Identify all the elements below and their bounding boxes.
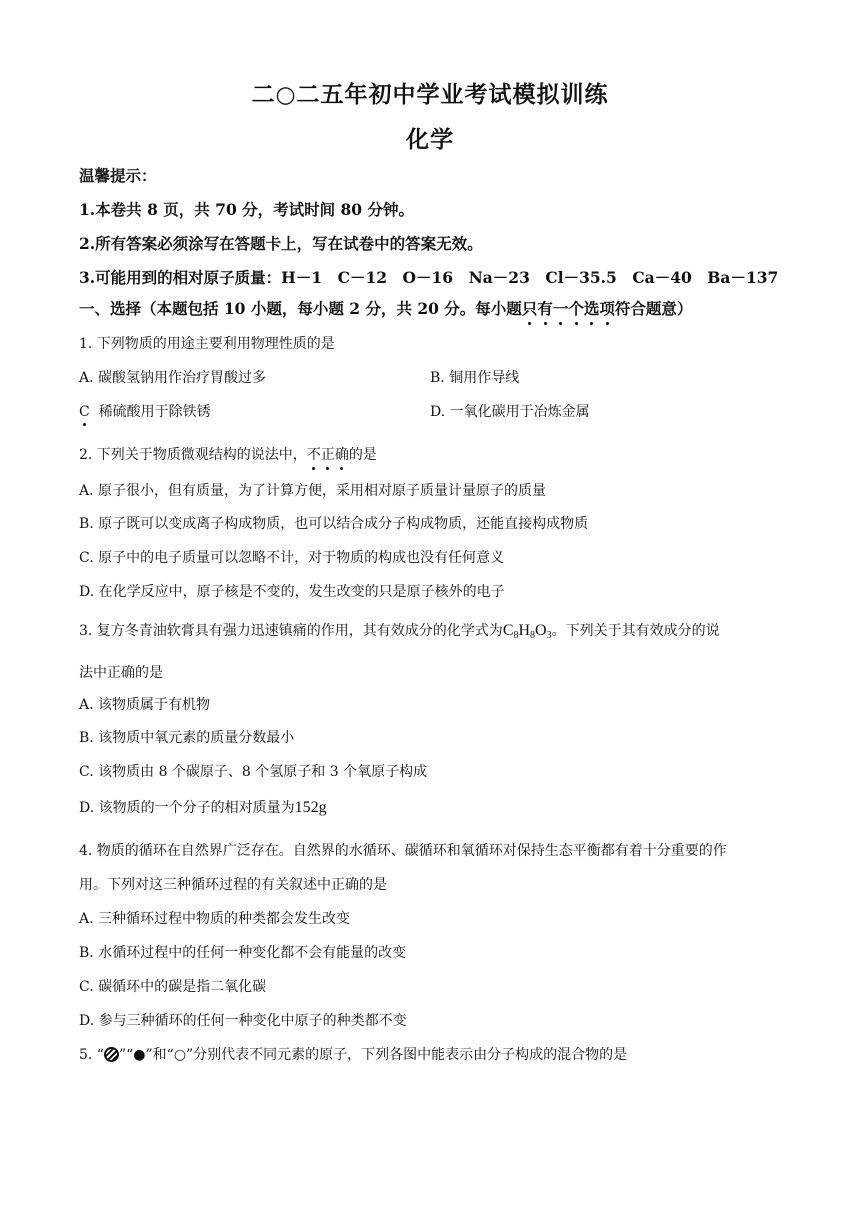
q4-stem-line1: 4. 物质的循环在自然界广泛存在。自然界的水循环、碳循环和氧循环对保持生态平衡都有着十分重要的作 <box>79 843 727 859</box>
q3-option-b: B. 该物质中氧元素的质量分数最小 <box>79 730 295 746</box>
q3-stem-line2: 法中正确的是 <box>79 665 163 681</box>
subject-title: 化学 <box>406 126 454 153</box>
q1-option-c: C 稀硫酸用于除铁锈 <box>79 404 211 420</box>
q1-option-b: B. 铜用作导线 <box>430 370 520 386</box>
notice-item-3: 3.可能用到的相对原子质量：H－1 C－12 O－16 Na－23 Cl－35.5 Ca－40 Ba－137 <box>79 268 779 287</box>
q3-option-a: A. 该物质属于有机物 <box>79 697 211 713</box>
q1-option-a: A. 碳酸氢钠用作治疗胃酸过多 <box>79 370 267 386</box>
q3-formula: $C_8H_8O_3$ <box>502 622 552 641</box>
section-heading: 一、选择（本题包括 10 小题，每小题 2 分，共 20 分。每小题只有一个选项符合题意） <box>79 299 693 318</box>
q4-option-c: C. 碳循环中的碳是指二氧化碳 <box>79 979 267 995</box>
notice-item-1: 1.本卷共 8 页，共 70 分，考试时间 80 分钟。 <box>79 200 414 219</box>
q5-stem: 5. “ ”“●”和“○”分别代表不同元素的原子，下列各图中能表示由分子构成的混合物的是 <box>79 1047 628 1063</box>
q4-option-a: A. 三种循环过程中物质的种类都会发生改变 <box>79 911 351 927</box>
q2-stem: 2. 下列关于物质微观结构的说法中，不正确的是 <box>79 444 377 464</box>
q3-stem: 3. 复方冬青油软膏具有强力迅速镇痛的作用，其有效成分的化学式为$C_8H_8O_3$。下列关于其有效成分的说 <box>79 622 720 641</box>
hatched-circle-icon <box>104 1047 119 1062</box>
q1-stem: 1. 下列物质的用途主要利用物理性质的是 <box>79 336 335 352</box>
notice-heading: 温馨提示： <box>79 166 157 185</box>
q1-option-d: D. 一氧化碳用于冶炼金属 <box>430 404 590 420</box>
q2-option-d: D. 在化学反应中，原子核是不变的，发生改变的只是原子核外的电子 <box>79 584 505 600</box>
q3-option-c: C. 该物质由 8 个碳原子、8 个氢原子和 3 个氧原子构成 <box>79 764 428 780</box>
q3-option-d: D. 该物质的一个分子的相对质量为152g <box>79 799 327 816</box>
q4-option-b: B. 水循环过程中的任何一种变化都不会有能量的改变 <box>79 945 407 961</box>
notice-item-2: 2.所有答案必须涂写在答题卡上，写在试卷中的答案无效。 <box>79 234 483 253</box>
q4-stem-line2: 用。下列对这三种循环过程的有关叙述中正确的是 <box>79 877 387 893</box>
q2-option-c: C. 原子中的电子质量可以忽略不计，对于物质的构成也没有任何意义 <box>79 550 505 566</box>
q2-option-b: B. 原子既可以变成离子构成物质，也可以结合成分子构成物质，还能直接构成物质 <box>79 516 589 532</box>
q2-option-a: A. 原子很小，但有质量，为了计算方便，采用相对原子质量计量原子的质量 <box>79 483 547 499</box>
exam-title: 二○二五年初中学业考试模拟训练 <box>251 81 609 108</box>
q4-option-d: D. 参与三种循环的任何一种变化中原子的种类都不变 <box>79 1013 407 1029</box>
